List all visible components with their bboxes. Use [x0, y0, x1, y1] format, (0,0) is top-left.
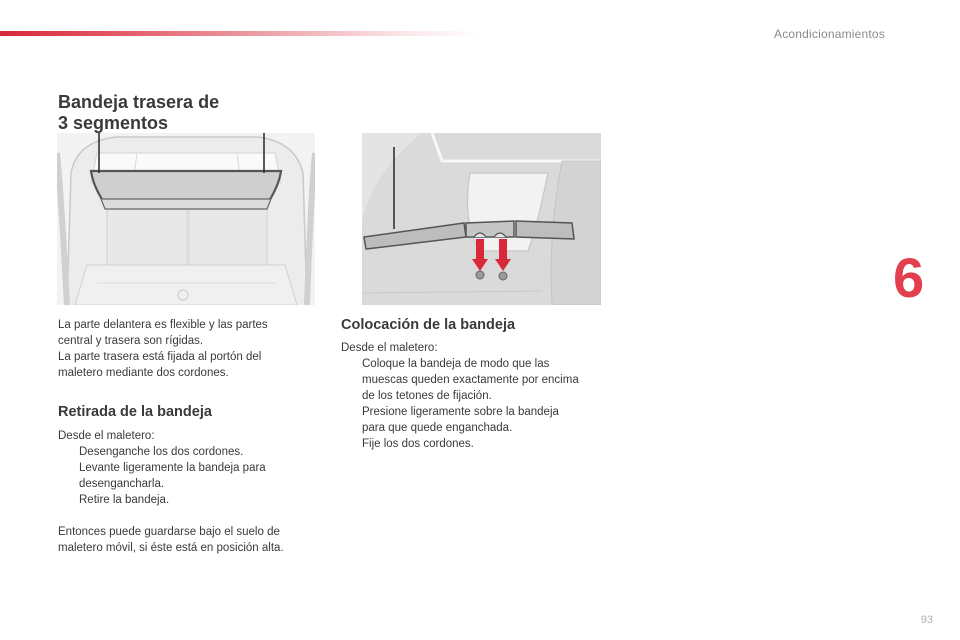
step-line: muescas queden exactamente por encima	[362, 374, 579, 386]
step-line: de los tetones de fijación.	[362, 390, 492, 402]
removal-heading: Retirada de la bandeja	[58, 404, 212, 420]
trunk-parcel-shelf-illustration	[57, 133, 315, 305]
intro-text	[58, 317, 318, 381]
removal-steps	[58, 444, 318, 508]
step-line: Retire la bandeja.	[79, 494, 170, 506]
intro-line-2: central y trasera son rígidas.	[58, 335, 204, 347]
list-item	[341, 356, 611, 404]
list-item	[58, 492, 318, 508]
page-title	[58, 92, 219, 134]
step-line: Levante ligeramente la bandeja para	[79, 462, 266, 474]
list-item	[58, 444, 318, 460]
step-line: Desenganche los dos cordones.	[79, 446, 244, 458]
removal-note-line-1: Entonces puede guardarse bajo el suelo de	[58, 526, 280, 538]
placement-instructions	[341, 340, 611, 452]
placement-steps	[341, 356, 611, 452]
intro-line-3: La parte trasera está fijada al portón del	[58, 351, 262, 363]
removal-note	[58, 524, 328, 556]
placement-lead: Desde el maletero:	[341, 342, 438, 354]
step-line: para que quede enganchada.	[362, 422, 513, 434]
header-accent-bar	[0, 31, 480, 36]
page-number: 93	[920, 614, 933, 626]
page-title-line-2: 3 segmentos	[58, 113, 169, 133]
page-title-line-1: Bandeja trasera de	[58, 92, 220, 112]
removal-note-line-2: maletero móvil, si éste está en posición alta.	[58, 542, 284, 554]
removal-lead: Desde el maletero:	[58, 430, 155, 442]
removal-instructions	[58, 428, 318, 508]
intro-line-4: maletero mediante dos cordones.	[58, 367, 229, 379]
shelf-placement-illustration	[362, 133, 601, 305]
step-line: Presione ligeramente sobre la bandeja	[362, 406, 559, 418]
intro-line-1: La parte delantera es flexible y las partes	[58, 319, 268, 331]
step-line: desengancharla.	[79, 478, 165, 490]
step-line: Fije los dos cordones.	[362, 438, 474, 450]
list-item	[58, 460, 318, 492]
chapter-number: 6	[893, 246, 925, 309]
step-line: Coloque la bandeja de modo que las	[362, 358, 550, 370]
section-header: Acondicionamientos	[774, 27, 885, 41]
list-item	[341, 436, 611, 452]
placement-heading: Colocación de la bandeja	[341, 317, 516, 333]
list-item	[341, 404, 611, 436]
